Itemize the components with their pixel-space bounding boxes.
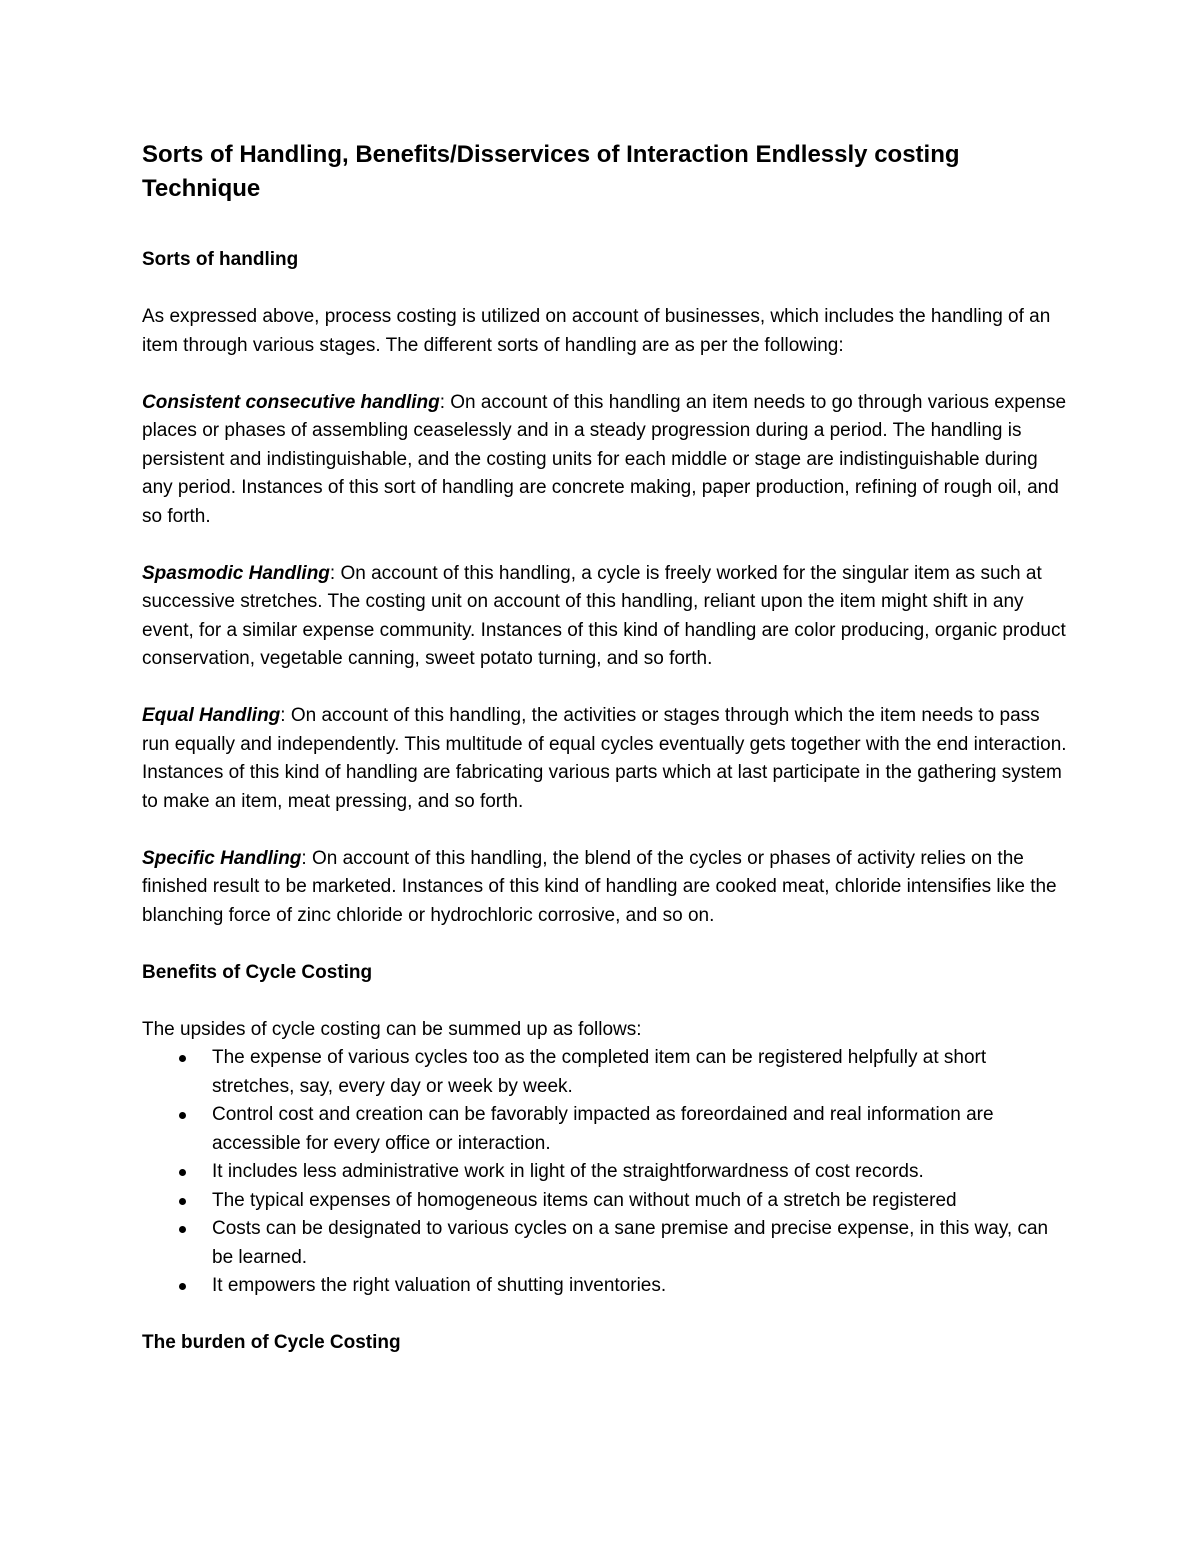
intro-paragraph: As expressed above, process costing is utilized on account of businesses, which includes the handling of an item through various stages. The different sorts of handling are as per the following: — [142, 306, 1051, 356]
document-title: Sorts of Handling, Benefits/Disservices of Interaction Endlessly costing Technique — [142, 141, 960, 202]
type-paragraph-consistent — [142, 389, 1072, 532]
type-description: : On account of this handling an item needs to go through various expense places or phases of assembling ceaselessly and in a steady progression during a period. The handling is persistent and indistinguishable, and the costing units for each middle or stage are indistinguishable during any period. Instances of this sort of handling are concrete making, paper production, refining of rough oil, and so forth. — [142, 391, 1067, 527]
type-term: Equal Handling — [142, 705, 281, 726]
type-term: Consistent consecutive handling — [142, 391, 440, 413]
list-item — [142, 1044, 1072, 1101]
list-item — [142, 1101, 1072, 1158]
bullet-dot-icon — [179, 1226, 186, 1233]
list-item-text: The typical expenses of homogeneous items can without much of a stretch be registered — [212, 1189, 957, 1211]
benefits-list — [142, 1044, 1072, 1301]
type-term: Spasmodic Handling — [142, 562, 330, 584]
type-paragraph-spasmodic — [142, 560, 1072, 674]
type-paragraph-specific — [142, 845, 1072, 931]
type-description: : On account of this handling, the blend of the cycles or phases of activity relies on the finished result to be marketed. Instances of this kind of handling are cooked meat, chloride intensifies like the blanching force of zinc chloride or hydrochloric corrosive, and so on. — [142, 847, 1057, 926]
section-heading-burden: The burden of Cycle Costing — [142, 1332, 401, 1353]
list-item-text: The expense of various cycles too as the completed item can be registered helpfully at short stretches, say, every day or week by week. — [212, 1047, 987, 1097]
bullet-dot-icon — [179, 1055, 186, 1062]
section-heading-benefits: Benefits of Cycle Costing — [142, 961, 373, 983]
list-item — [142, 1272, 1072, 1301]
type-term: Specific Handling — [142, 847, 302, 869]
list-item-text: It includes less administrative work in light of the straightforwardness of cost records. — [212, 1161, 924, 1182]
bullet-dot-icon — [179, 1112, 186, 1119]
list-item — [142, 1215, 1072, 1272]
document-body — [142, 138, 1072, 1358]
list-item-text: It empowers the right valuation of shutting inventories. — [212, 1275, 667, 1296]
bullet-dot-icon — [179, 1283, 186, 1290]
type-paragraph-equal — [142, 702, 1072, 816]
type-description: : On account of this handling, the activities or stages through which the item needs to pass run equally and independently. This multitude of equal cycles eventually gets together with the end interaction. Instances of this kind of handling are fabricating various parts which at last participate in the gathering system to make an item, meat pressing, and so forth. — [142, 705, 1067, 812]
list-item-text: Costs can be designated to various cycles on a sane premise and precise expense, in this way, can be learned. — [212, 1218, 1049, 1268]
type-description: : On account of this handling, a cycle is freely worked for the singular item as such at successive stretches. The costing unit on account of this handling, reliant upon the item might shift in any event, for a similar expense community. Instances of this kind of handling are color producing, organic product conservation, vegetable canning, sweet potato turning, and so forth. — [142, 562, 1066, 669]
section-heading-sorts: Sorts of handling — [142, 249, 299, 270]
list-item-text: Control cost and creation can be favorably impacted as foreordained and real information are accessible for every office or interaction. — [212, 1104, 994, 1154]
bullet-dot-icon — [179, 1169, 186, 1176]
list-item — [142, 1187, 1072, 1216]
bullet-dot-icon — [179, 1198, 186, 1205]
list-item — [142, 1158, 1072, 1187]
benefits-intro: The upsides of cycle costing can be summed up as follows: — [142, 1018, 642, 1040]
